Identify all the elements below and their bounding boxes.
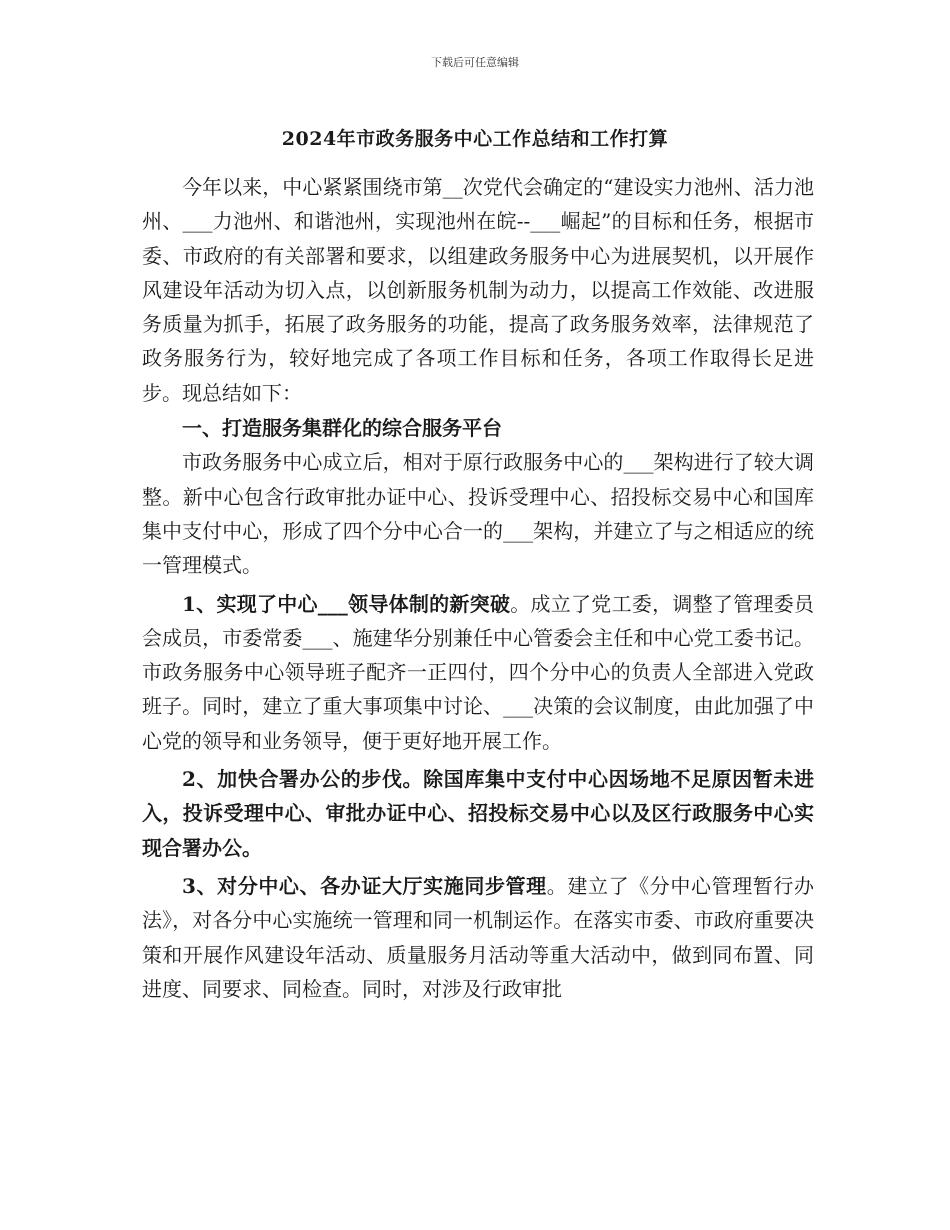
item-1-heading: 1、实现了中心___领导体制的新突破: [182, 591, 511, 616]
item-1-text: 。成立了党工委，调整了管理委员会成员，市委常委___、施建华分别兼任中心管委会主任和中心党工委书记。市政务服务中心领导班子配齐一正四付，四个分中心的负责人全部进入党政班子。同时，建立了重大事项集中讨论、___决策的会议制度，由此加强了中心党的领导和业务领导，便于更好地开展工作。: [142, 591, 815, 753]
section-1-paragraph: 市政务服务中心成立后，相对于原行政服务中心的___架构进行了较大调整。新中心包含行政审批办证中心、投诉受理中心、招投标交易中心和国库集中支付中心，形成了四个分中心合一的___架构，并建立了与之相适应的统一管理模式。: [142, 450, 814, 578]
intro-paragraph: 今年以来，中心紧紧围绕市第__次党代会确定的“建设实力池州、活力池州、___力池州、和谐池州，实现池州在皖--___崛起”的目标和任务，根据市委、市政府的有关部署和要求，以组建政务服务中心为进展契机，以开展作风建设年活动为切入点，以创新服务机制为动力，以提高工作效能、改进服务质量为抓手，拓展了政务服务的功能，提高了政务服务效率，法律规范了政务服务行为，较好地完成了各项工作目标和任务，各项工作取得长足进步。现总结如下：: [142, 175, 814, 405]
item-3-heading: 3、对分中心、各办证大厅实施同步管理: [182, 873, 547, 898]
header-note: 下载后可任意编辑: [431, 56, 519, 69]
item-3-text: 。建立了《分中心管理暂行办法》，对各分中心实施统一管理和同一机制运作。在落实市委、市政府重要决策和开展作风建设年活动、质量服务月活动等重大活动中，做到同布置、同进度、同要求、同检查。同时，对涉及行政审批: [142, 873, 814, 1001]
document-title: 2024年市政务服务中心工作总结和工作打算: [281, 128, 669, 150]
document-body: [142, 170, 814, 1006]
item-2-paragraph: 2、加快合署办公的步伐。除国库集中支付中心因场地不足原因暂未进入，投诉受理中心、审批办证中心、招投标交易中心以及区行政服务中心实现合署办公。: [142, 767, 814, 860]
item-1-paragraph: [142, 587, 814, 758]
section-1-heading: 一、打造服务集群化的综合服务平台: [182, 416, 502, 441]
item-3-paragraph: [142, 869, 814, 1006]
